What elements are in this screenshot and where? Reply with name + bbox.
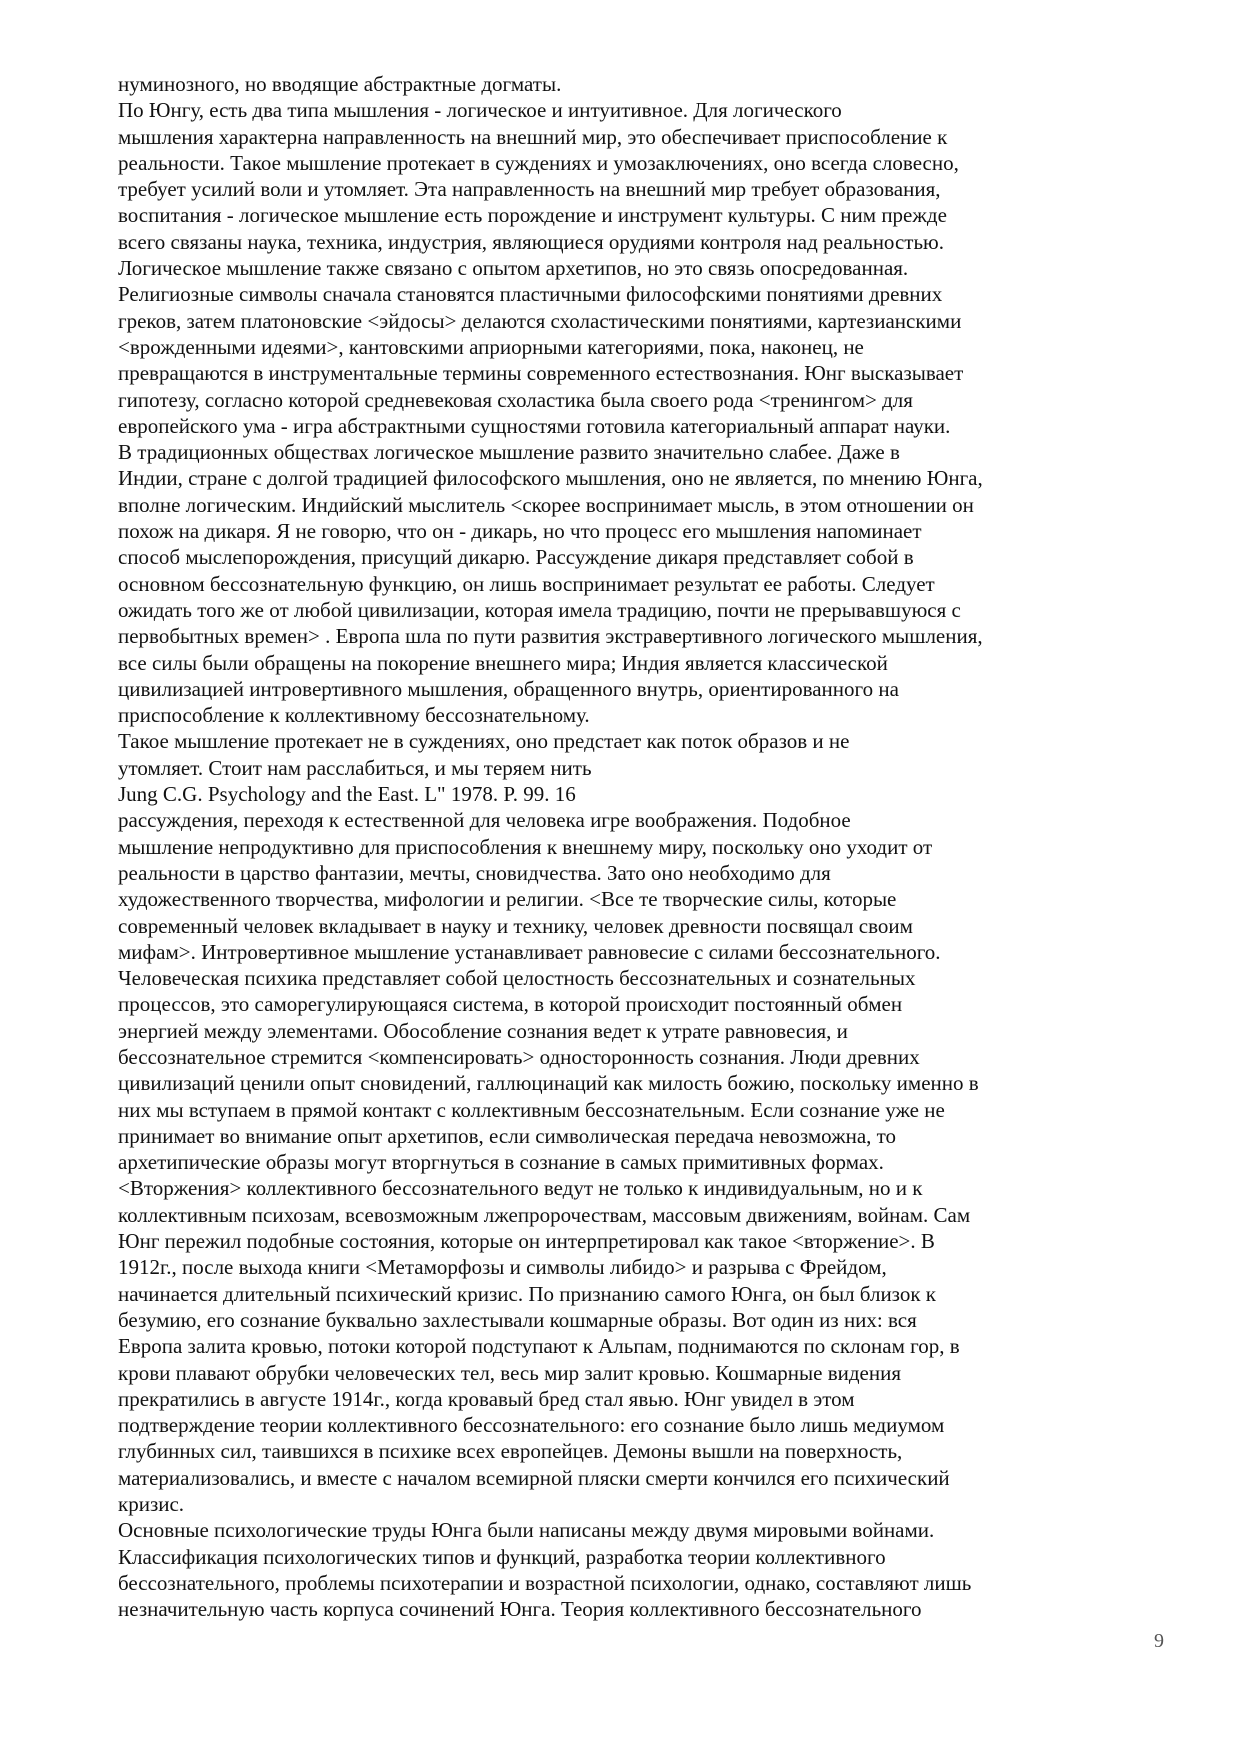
text-line: По Юнгу, есть два типа мышления - логическое и интуитивное. Для логического <box>118 98 842 123</box>
text-line: 1912г., после выхода книги <Метаморфозы и символы либидо> и разрыва с Фрейдом, <box>118 1255 887 1280</box>
text-line: всего связаны наука, техника, индустрия, являющиеся орудиями контроля над реальностью. <box>118 229 944 254</box>
text-line: греков, затем платоновские <эйдосы> делаются схоластическими понятиями, картезианскими <box>118 308 962 333</box>
text-line: энергией между элементами. Обособление сознания ведет к утрате равновесия, и <box>118 1018 848 1043</box>
text-line: процессов, это саморегулирующаяся система, в которой происходит постоянный обмен <box>118 992 903 1017</box>
text-line: художественного творчества, мифологии и религии. <Все те творческие силы, которые <box>118 887 897 912</box>
text-line: В традиционных обществах логическое мышление развито значительно слабее. Даже в <box>118 440 900 465</box>
text-line: Человеческая психика представляет собой целостность бессознательных и сознательных <box>118 966 916 991</box>
text-line: мышление непродуктивно для приспособления к внешнему миру, поскольку оно уходит от <box>118 834 933 859</box>
text-line: цивилизацией интровертивного мышления, обращенного внутрь, ориентированного на <box>118 676 899 701</box>
text-line: все силы были обращены на покорение внешнего мира; Индия является классической <box>118 650 888 675</box>
text-line: мифам>. Интровертивное мышление устанавливает равновесие с силами бессознательного. <box>118 939 941 964</box>
text-line: архетипические образы могут вторгнуться в сознание в самых примитивных формах. <box>118 1150 884 1175</box>
text-line: <Вторжения> коллективного бессознательного ведут не только к индивидуальным, но и к <box>118 1176 923 1201</box>
text-line: гипотезу, согласно которой средневековая схоластика была своего рода <тренингом> для <box>118 387 913 412</box>
text-line: Классификация психологических типов и функций, разработка теории коллективного <box>118 1544 886 1569</box>
text-line: Такое мышление протекает не в суждениях, оно предстает как поток образов и не <box>118 729 850 754</box>
text-line: материализовались, и вместе с началом всемирной пляски смерти кончился его психический <box>118 1465 950 1490</box>
text-line: бессознательного, проблемы психотерапии и возрастной психологии, однако, составляют лишь <box>118 1570 972 1595</box>
text-line: похож на дикаря. Я не говорю, что он - дикарь, но что процесс его мышления напоминает <box>118 519 922 544</box>
page-number: 9 <box>1154 1630 1164 1652</box>
text-line: начинается длительный психический кризис. По признанию самого Юнга, он был близок к <box>118 1281 937 1306</box>
text-line: европейского ума - игра абстрактными сущностями готовила категориальный аппарат науки. <box>118 413 951 438</box>
text-line: приспособление к коллективному бессознательному. <box>118 703 590 728</box>
text-line: способ мыслепорождения, присущий дикарю. Рассуждение дикаря представляет собой в <box>118 545 914 570</box>
text-line: подтверждение теории коллективного бессознательного: его сознание было лишь медиумом <box>118 1413 945 1438</box>
text-line: рассуждения, переходя к естественной для человека игре воображения. Подобное <box>118 808 851 833</box>
text-line: них мы вступаем в прямой контакт с коллективным бессознательным. Если сознание уже не <box>118 1097 945 1122</box>
text-line: Индии, стране с долгой традицией философского мышления, оно не является, по мнению Юнга, <box>118 466 983 491</box>
text-line: реальности в царство фантазии, мечты, сновидчества. Зато оно необходимо для <box>118 860 831 885</box>
text-line: незначительную часть корпуса сочинений Юнга. Теория коллективного бессознательного <box>118 1597 922 1622</box>
text-line: коллективным психозам, всевозможным лжепророчествам, массовым движениям, войнам. Сам <box>118 1202 971 1227</box>
text-line: мышления характерна направленность на внешний мир, это обеспечивает приспособление к <box>118 124 948 149</box>
text-line: требует усилий воли и утомляет. Эта направленность на внешний мир требует образования, <box>118 177 941 202</box>
text-line: Основные психологические труды Юнга были написаны между двумя мировыми войнами. <box>118 1518 935 1543</box>
text-line: крови плавают обрубки человеческих тел, весь мир залит кровью. Кошмарные видения <box>118 1360 901 1385</box>
text-line: основном бессознательную функцию, он лишь воспринимает результат ее работы. Следует <box>118 571 935 596</box>
text-line: кризис. <box>118 1492 185 1517</box>
text-line: цивилизаций ценили опыт сновидений, галлюцинаций как милость божию, поскольку именно в <box>118 1071 979 1096</box>
text-line: современный человек вкладывает в науку и технику, человек древности посвящал своим <box>118 913 913 938</box>
text-line: превращаются в инструментальные термины современного естествознания. Юнг высказывает <box>118 361 964 386</box>
text-line: ожидать того же от любой цивилизации, которая имела традицию, почти не прерывавшуюся с <box>118 597 961 622</box>
text-line: Религиозные символы сначала становятся пластичными философскими понятиями древних <box>118 282 943 307</box>
text-line: <врожденными идеями>, кантовскими априорными категориями, пока, наконец, не <box>118 334 864 359</box>
text-line: воспитания - логическое мышление есть порождение и инструмент культуры. С ним прежде <box>118 203 947 228</box>
body-text <box>118 71 1118 1623</box>
text-line: первобытных времен> . Европа шла по пути развития экстравертивного логического мышления, <box>118 624 983 649</box>
text-line: реальности. Такое мышление протекает в суждениях и умозаключениях, оно всегда словесно, <box>118 150 959 175</box>
text-line: Jung C.G. Psychology and the East. L" 1978. P. 99. 16 <box>118 782 576 807</box>
text-line: глубинных сил, таившихся в психике всех европейцев. Демоны вышли на поверхность, <box>118 1439 903 1464</box>
text-line: прекратились в августе 1914г., когда кровавый бред стал явью. Юнг увидел в этом <box>118 1386 855 1411</box>
text-line: утомляет. Стоит нам расслабиться, и мы теряем нить <box>118 755 592 780</box>
text-line: Юнг пережил подобные состояния, которые он интерпретировал как такое <вторжение>. В <box>118 1229 935 1254</box>
text-line: нуминозного, но вводящие абстрактные догматы. <box>118 72 562 96</box>
text-line: безумию, его сознание буквально захлестывали кошмарные образы. Вот один из них: вся <box>118 1307 917 1332</box>
text-line: бессознательное стремится <компенсировать> односторонность сознания. Люди древних <box>118 1044 920 1069</box>
text-line: принимает во внимание опыт архетипов, если символическая передача невозможна, то <box>118 1123 897 1148</box>
text-line: Европа залита кровью, потоки которой подступают к Альпам, поднимаются по склонам гор, в <box>118 1334 960 1359</box>
text-line: Логическое мышление также связано с опытом архетипов, но это связь опосредованная. <box>118 256 909 281</box>
text-line: вполне логическим. Индийский мыслитель <скорее воспринимает мысль, в этом отношении он <box>118 492 974 517</box>
